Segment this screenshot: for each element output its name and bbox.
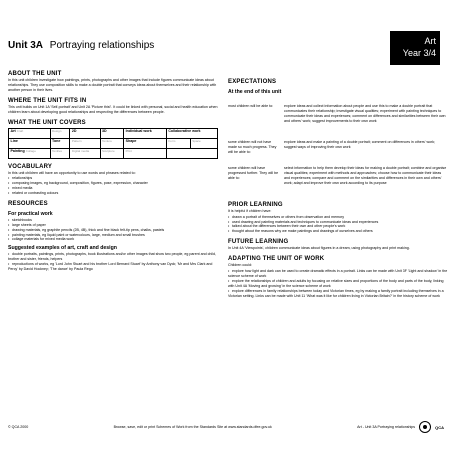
expectation-group: some children will not have made so much progress. They will be able to: [228,140,277,155]
qca-logo-text: QCA [435,424,444,430]
list-item: • explore differences in family relationships between today and Victorian times, eg by making a family portrait including themselves in a Victorian setting. Links can be made with Unit 11 'What was it like for children living in Victorian Britain?' in the history scheme of work [228,289,448,299]
fits-heading: WHERE THE UNIT FITS IN [8,97,87,104]
examples-heading: Suggested examples of art, craft and design [8,245,117,252]
expectation-text: explore ideas and make a painting of a double portrait; comment on differences in others' work; suggest ways of improving their own work [284,140,436,150]
list-item: • relationships [8,176,218,181]
prior-intro: It is helpful if children have: [228,208,272,213]
list-item: • thought about the reasons why we make paintings and drawings of ourselves and others [228,229,448,234]
badge-year: Year 3/4 [402,48,436,58]
list-item: • reproductions of works, eg 'Lord John Stuart and his brother Lord Bernard Stuart' by Anthony van Dyck; 'Mr and Mrs Clark and Percy' by David Hockney; 'The dance' by Paula Rego [8,262,218,272]
resources-heading: RESOURCES [8,201,48,208]
expectations-subheading: At the end of this unit [228,89,282,95]
covers-cell: Form [166,138,190,148]
expectation-row [228,140,448,155]
prior-heading: PRIOR LEARNING [228,201,283,208]
covers-cell: 2D [70,128,100,138]
footer-unit-ref: Art - Unit 3A Portraying relationships [357,424,416,429]
examples-list [8,252,218,272]
future-text: In Unit 4A 'Viewpoints', children communicate ideas about figures in a dream, using photography and print making. [228,246,410,251]
covers-cell: Painting Collage [9,148,51,158]
list-item: • related or contrasting colours [8,191,218,196]
page-title [8,40,154,51]
list-item: • double portraits, paintings, prints, photographs, book illustrations and/or other images that show two people, eg parent and child, brother and sister, friends, helpers [8,252,218,262]
list-item: • sketchbooks [8,218,218,223]
expectation-group: some children will have progressed further. They will be able to: [228,166,279,180]
covers-row [9,148,218,158]
footer-copyright: © QCA 2000 [8,424,29,429]
covers-cell: Textiles [50,148,70,158]
adapting-list [228,269,448,298]
left-column [8,66,218,272]
list-item: • mixed media [8,186,218,191]
covers-cell: Digital media [70,148,100,158]
vocabulary-intro: In this unit children will have an opportunity to use words and phrases related to: [8,170,136,175]
future-heading: FUTURE LEARNING [228,239,289,246]
covers-cell: Art Craft [9,128,51,138]
expectations-heading: EXPECTATIONS [228,79,277,85]
practical-list [8,218,218,243]
list-item: • explore how light and dark can be used to create dramatic effects in a portrait. Links can be made with Unit 3F 'Light and shadow' in the science scheme of work [228,269,448,279]
covers-table [8,128,218,159]
footer-browse-text: Browse, save, edit or print Schemes of Work from the Standards Site at www.standards.dfee.gov.uk [113,424,272,429]
page-footer [8,421,444,433]
about-text: In this unit children investigate how paintings, prints, photographs and other images that include figures communicate ideas about relationships. They use composition skills to make a double portrait that conveys ideas about themselves and their relationship with another person in their lives. [8,78,217,92]
covers-cell: Space [190,138,217,148]
covers-heading: WHAT THE UNIT COVERS [8,119,86,126]
practical-heading: For practical work [8,211,53,218]
covers-cell: Shape [124,138,167,148]
expectation-row [228,166,448,186]
covers-cell: Texture [100,138,124,148]
qca-logo-icon [419,421,431,433]
list-item: • drawing materials, eg graphite pencils (2B, 4B), thick and fine black felt-tip pens, chalks, pastels [8,228,218,233]
covers-cell: 3D [100,128,124,138]
list-item: • collage materials for mixed media work [8,237,218,242]
covers-row [9,138,218,148]
covers-cell: Design [50,128,70,138]
list-item: • used drawing and painting materials and techniques to communicate ideas and experiences [228,220,448,225]
expectation-text: select information to help them develop their ideas for making a double portrait; combine and organise visual qualities; experiment with methods and approaches; choose how to communicate their ideas and experiences; compare and comment on the similarities and differences in their own and others' work; adapt and improve their own work according to its purpose [284,166,447,185]
unit-title: Portraying relationships [49,40,155,51]
list-item: • large sheets of paper [8,223,218,228]
badge-subject: Art [424,36,436,46]
vocabulary-list [8,176,218,196]
list-item: • drawn a portrait of themselves or others from observation and memory [228,215,448,220]
covers-cell: Individual work [124,128,167,138]
prior-list [228,215,448,235]
covers-cell: Line [9,138,51,148]
covers-row [9,128,218,138]
fits-text: This unit builds on Unit 1A 'Self-portrait' and Unit 2A 'Picture this!'. It could be linked with personal, social and health education when children learn about developing good relationships and respecting the differences between people. [8,104,218,114]
expectation-group: most children will be able to: [228,103,274,108]
adapting-heading: ADAPTING THE UNIT OF WORK [228,256,325,263]
covers-cell [166,148,217,158]
footer-right [357,421,444,433]
expectation-row [228,104,448,124]
right-column [228,74,448,299]
covers-cell: Sculpture [100,148,124,158]
covers-cell: Print [124,148,167,158]
list-item: • talked about the differences between their own and other people's work [228,224,448,229]
adapting-intro: Children could: [228,263,252,268]
vocabulary-heading: VOCABULARY [8,163,53,170]
covers-cell: Pattern [70,138,100,148]
unit-number: Unit 3A [8,40,43,51]
list-item: • composing images, eg background, composition, figures, pose, expression, character [8,181,218,186]
expectation-text: explore ideas and collect information about people and use this to make a double portrait that communicates their relationship; investigate visual qualities; experiment with painting techniques to communicate their ideas and experiences; comment on differences and similarities between their own and others' work; suggest improvements to their own work [284,103,446,123]
about-heading: ABOUT THE UNIT [8,71,62,77]
covers-cell: Tone [50,138,70,148]
list-item: • painting materials, eg liquid paint or watercolours, large, medium and small brushes [8,233,218,238]
subject-badge [390,31,440,65]
list-item: • explore the relationships of children and adults by focusing on relative sizes and proportions of the body and parts of the body, linking with Unit 4A 'Moving and growing' in the science scheme of work [228,279,448,289]
covers-cell: Collaborative work [166,128,217,138]
